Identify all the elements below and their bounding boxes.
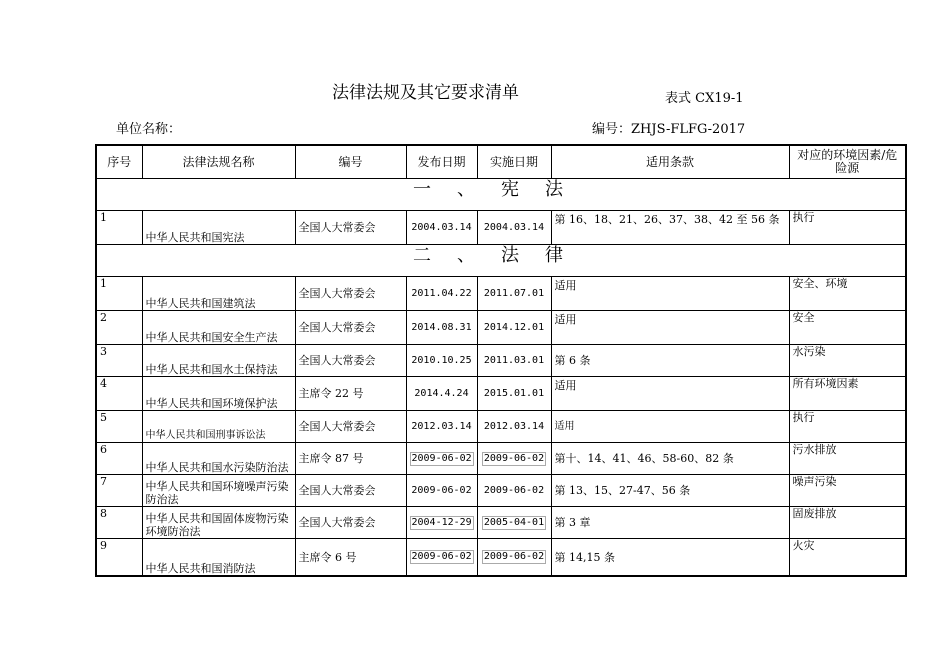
cell-publish-date	[406, 507, 477, 539]
cell-clauses: 第 6 条	[551, 345, 789, 377]
regulations-table	[95, 144, 907, 577]
cell-publish-date: 2014.4.24	[406, 377, 477, 411]
cell-clauses: 第 14,15 条	[551, 539, 789, 577]
cell-clauses: 适用	[551, 311, 789, 345]
form-code: 表式 CX19-1	[665, 91, 744, 106]
cell-effective-date: 2004.03.14	[477, 211, 551, 245]
cell-seq: 8	[96, 507, 142, 539]
cell-name: 中华人民共和国建筑法	[142, 277, 295, 311]
effective-date-value: 2009-06-02	[483, 551, 545, 562]
cell-code: 主席令 87 号	[295, 443, 406, 475]
cell-effective-date: 2011.07.01	[477, 277, 551, 311]
cell-seq: 4	[96, 377, 142, 411]
cell-seq: 5	[96, 411, 142, 443]
cell-effective-date: 2015.01.01	[477, 377, 551, 411]
cell-code: 全国人大常委会	[295, 277, 406, 311]
cell-publish-date: 2009-06-02	[406, 475, 477, 507]
cell-factor: 所有环境因素	[789, 377, 906, 411]
cell-seq: 1	[96, 211, 142, 245]
cell-factor: 执行	[789, 211, 906, 245]
cell-clauses: 第 3 章	[551, 507, 789, 539]
publish-date-value: 2009-06-02	[411, 452, 472, 464]
cell-seq: 1	[96, 277, 142, 311]
header-factors: 对应的环境因素/危险源	[789, 145, 906, 179]
cell-effective-date	[477, 507, 551, 539]
cell-clauses: 第 13、15、27-47、56 条	[551, 475, 789, 507]
header-seq: 序号	[96, 145, 142, 179]
cell-factor: 固废排放	[789, 507, 906, 539]
cell-name: 中华人民共和国宪法	[142, 211, 295, 245]
section-heading-row	[96, 245, 906, 277]
table-row	[96, 277, 906, 311]
cell-clauses: 第十、14、41、46、58-60、82 条	[551, 443, 789, 475]
cell-name: 中华人民共和国安全生产法	[142, 311, 295, 345]
cell-code: 全国人大常委会	[295, 311, 406, 345]
table-row	[96, 377, 906, 411]
section-heading-row	[96, 179, 906, 211]
cell-code: 主席令 6 号	[295, 539, 406, 577]
table-row	[96, 311, 906, 345]
cell-code: 全国人大常委会	[295, 475, 406, 507]
table-row	[96, 411, 906, 443]
cell-factor: 安全、环境	[789, 277, 906, 311]
cell-effective-date: 2012.03.14	[477, 411, 551, 443]
cell-code: 全国人大常委会	[295, 411, 406, 443]
cell-name: 中华人民共和国环境噪声污染防治法	[142, 475, 295, 507]
cell-factor: 污水排放	[789, 443, 906, 475]
cell-publish-date: 2011.04.22	[406, 277, 477, 311]
section-heading: 二、法律	[96, 245, 906, 277]
cell-name: 中华人民共和国消防法	[142, 539, 295, 577]
effective-date-value: 2009-06-02	[483, 452, 545, 464]
publish-date-value: 2004-12-29	[411, 516, 472, 528]
table-row	[96, 345, 906, 377]
cell-factor: 噪声污染	[789, 475, 906, 507]
cell-clauses: 适用	[551, 277, 789, 311]
table-row	[96, 475, 906, 507]
header-publish-date: 发布日期	[406, 145, 477, 179]
cell-code: 主席令 22 号	[295, 377, 406, 411]
section-heading: 一、宪法	[96, 179, 906, 211]
cell-publish-date: 2014.08.31	[406, 311, 477, 345]
cell-clauses: 适用	[551, 411, 789, 443]
cell-effective-date: 2011.03.01	[477, 345, 551, 377]
table-row	[96, 507, 906, 539]
cell-factor: 水污染	[789, 345, 906, 377]
cell-publish-date: 2004.03.14	[406, 211, 477, 245]
cell-name: 中华人民共和国水土保持法	[142, 345, 295, 377]
header-effective-date: 实施日期	[477, 145, 551, 179]
header-name: 法律法规名称	[142, 145, 295, 179]
cell-seq: 6	[96, 443, 142, 475]
cell-seq: 7	[96, 475, 142, 507]
document-number: 编号：ZHJS-FLFG-2017	[592, 122, 746, 137]
cell-factor: 火灾	[789, 539, 906, 577]
table-row	[96, 443, 906, 475]
cell-effective-date	[477, 539, 551, 577]
cell-clauses: 适用	[551, 377, 789, 411]
cell-name: 中华人民共和国环境保护法	[142, 377, 295, 411]
cell-effective-date: 2014.12.01	[477, 311, 551, 345]
cell-name: 中华人民共和国刑事诉讼法	[142, 411, 295, 443]
cell-clauses: 第 16、18、21、26、37、38、42 至 56 条	[551, 211, 789, 245]
cell-effective-date	[477, 443, 551, 475]
table-row	[96, 211, 906, 245]
cell-name: 中华人民共和国水污染防治法	[142, 443, 295, 475]
cell-effective-date: 2009-06-02	[477, 475, 551, 507]
header-code: 编号	[295, 145, 406, 179]
table-header-row	[96, 145, 906, 179]
cell-seq: 3	[96, 345, 142, 377]
cell-factor: 安全	[789, 311, 906, 345]
cell-publish-date: 2012.03.14	[406, 411, 477, 443]
table-row	[96, 539, 906, 577]
cell-seq: 9	[96, 539, 142, 577]
cell-factor: 执行	[789, 411, 906, 443]
unit-name-label: 单位名称：	[116, 122, 182, 137]
publish-date-value: 2009-06-02	[411, 551, 472, 562]
effective-date-value: 2005-04-01	[483, 516, 545, 528]
cell-name: 中华人民共和国固体废物污染环境防治法	[142, 507, 295, 539]
cell-code: 全国人大常委会	[295, 211, 406, 245]
document-title: 法律法规及其它要求清单	[332, 83, 519, 103]
cell-publish-date	[406, 443, 477, 475]
cell-code: 全国人大常委会	[295, 345, 406, 377]
cell-code: 全国人大常委会	[295, 507, 406, 539]
cell-publish-date: 2010.10.25	[406, 345, 477, 377]
cell-publish-date	[406, 539, 477, 577]
header-clauses: 适用条款	[551, 145, 789, 179]
cell-seq: 2	[96, 311, 142, 345]
